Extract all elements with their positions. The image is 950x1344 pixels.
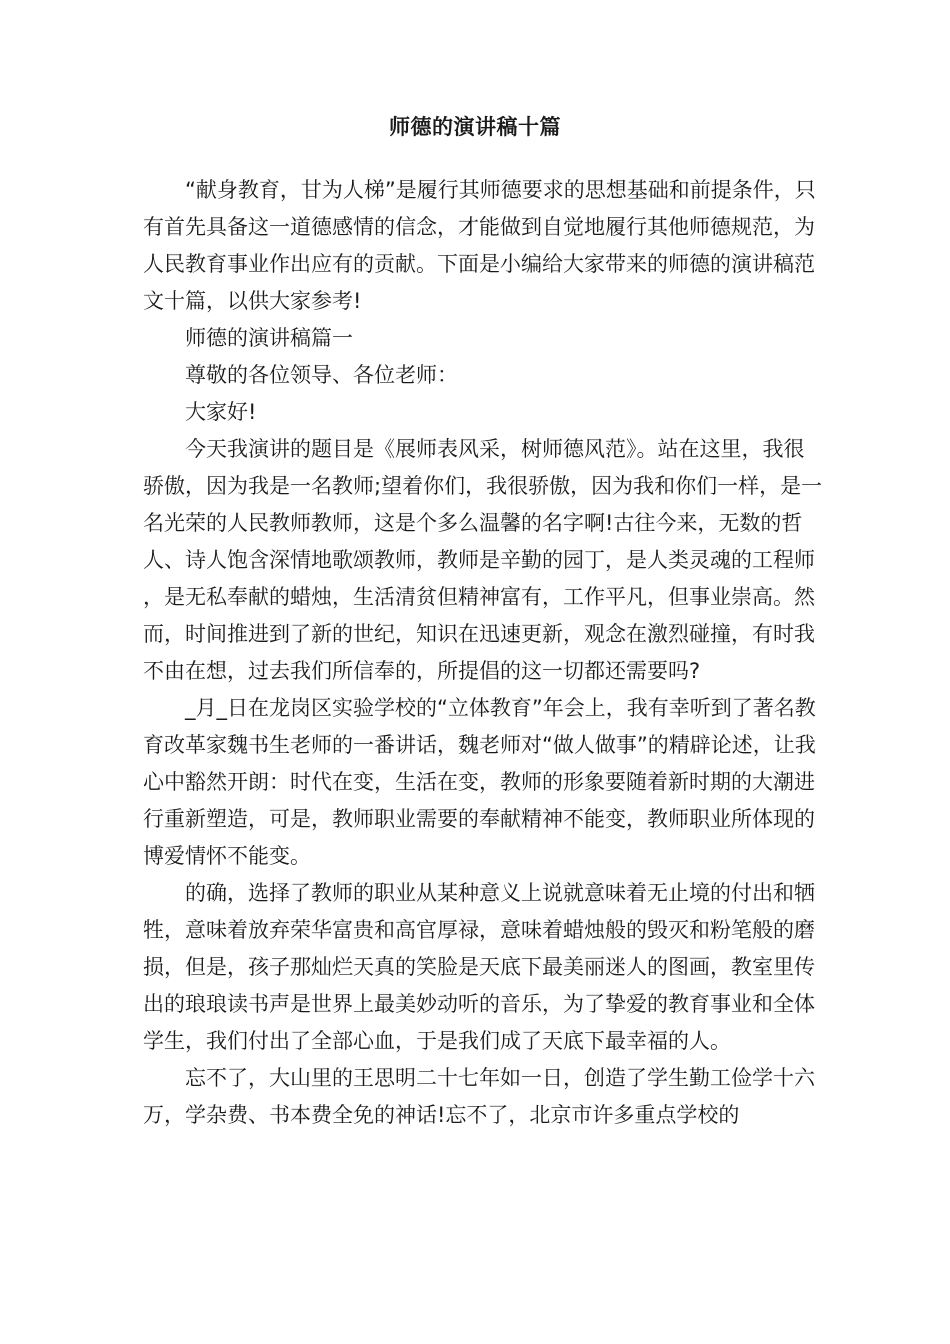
section-heading: 师德的演讲稿篇一 — [185, 326, 353, 350]
paragraph: 今天我演讲的题目是《展师表风采，树师德风范》。站在这里，我很骄傲，因为我是一名教师;望着你们，我很骄傲，因为我和你们一样，是一名光荣的人民教师教师，这是个多么温馨的名字啊!古往今来，无数的哲人、诗人饱含深情地歌颂教师，教师是辛勤的园丁，是人类灵魂的工程师，是无私奉献的蜡烛，生活清贫但精神富有，工作平凡，但事业崇高。然而，时间推进到了新的世纪，知识在迅速更新，观念在激烈碰撞，有时我不由在想，过去我们所信奉的，所提倡的这一切都还需要吗? — [143, 437, 823, 683]
greeting: 大家好! — [185, 400, 257, 424]
paragraph: _月_日在龙岗区实验学校的“立体教育”年会上，我有幸听到了著名教育改革家魏书生老师的一番讲话，魏老师对“做人做事”的精辟论述，让我心中豁然开朗：时代在变，生活在变，教师的形象要随着新时期的大潮进行重新塑造，可是，教师职业需要的奉献精神不能变，教师职业所体现的博爱情怀不能变。 — [143, 696, 816, 868]
document-title: 师德的演讲稿十篇 — [389, 115, 561, 139]
document-body — [143, 172, 823, 1134]
paragraph: 忘不了，大山里的王思明二十七年如一日，创造了学生勤工俭学十六万，学杂费、书本费全免的神话!忘不了，北京市许多重点学校的 — [143, 1066, 815, 1127]
paragraph-intro: “献身教育，甘为人梯”是履行其师德要求的思想基础和前提条件，只有首先具备这一道德感情的信念，才能做到自觉地履行其他师德规范，为人民教育事业作出应有的贡献。下面是小编给大家带来的师德的演讲稿范文十篇，以供大家参考! — [143, 178, 816, 313]
salutation: 尊敬的各位领导、各位老师： — [185, 363, 458, 387]
paragraph: 的确，选择了教师的职业从某种意义上说就意味着无止境的付出和牺牲，意味着放弃荣华富贵和高官厚禄，意味着蜡烛般的毁灭和粉笔般的磨损，但是，孩子那灿烂天真的笑脸是天底下最美丽迷人的图画，教室里传出的琅琅读书声是世界上最美妙动听的音乐，为了挚爱的教育事业和全体学生，我们付出了全部心血，于是我们成了天底下最幸福的人。 — [143, 881, 815, 1053]
